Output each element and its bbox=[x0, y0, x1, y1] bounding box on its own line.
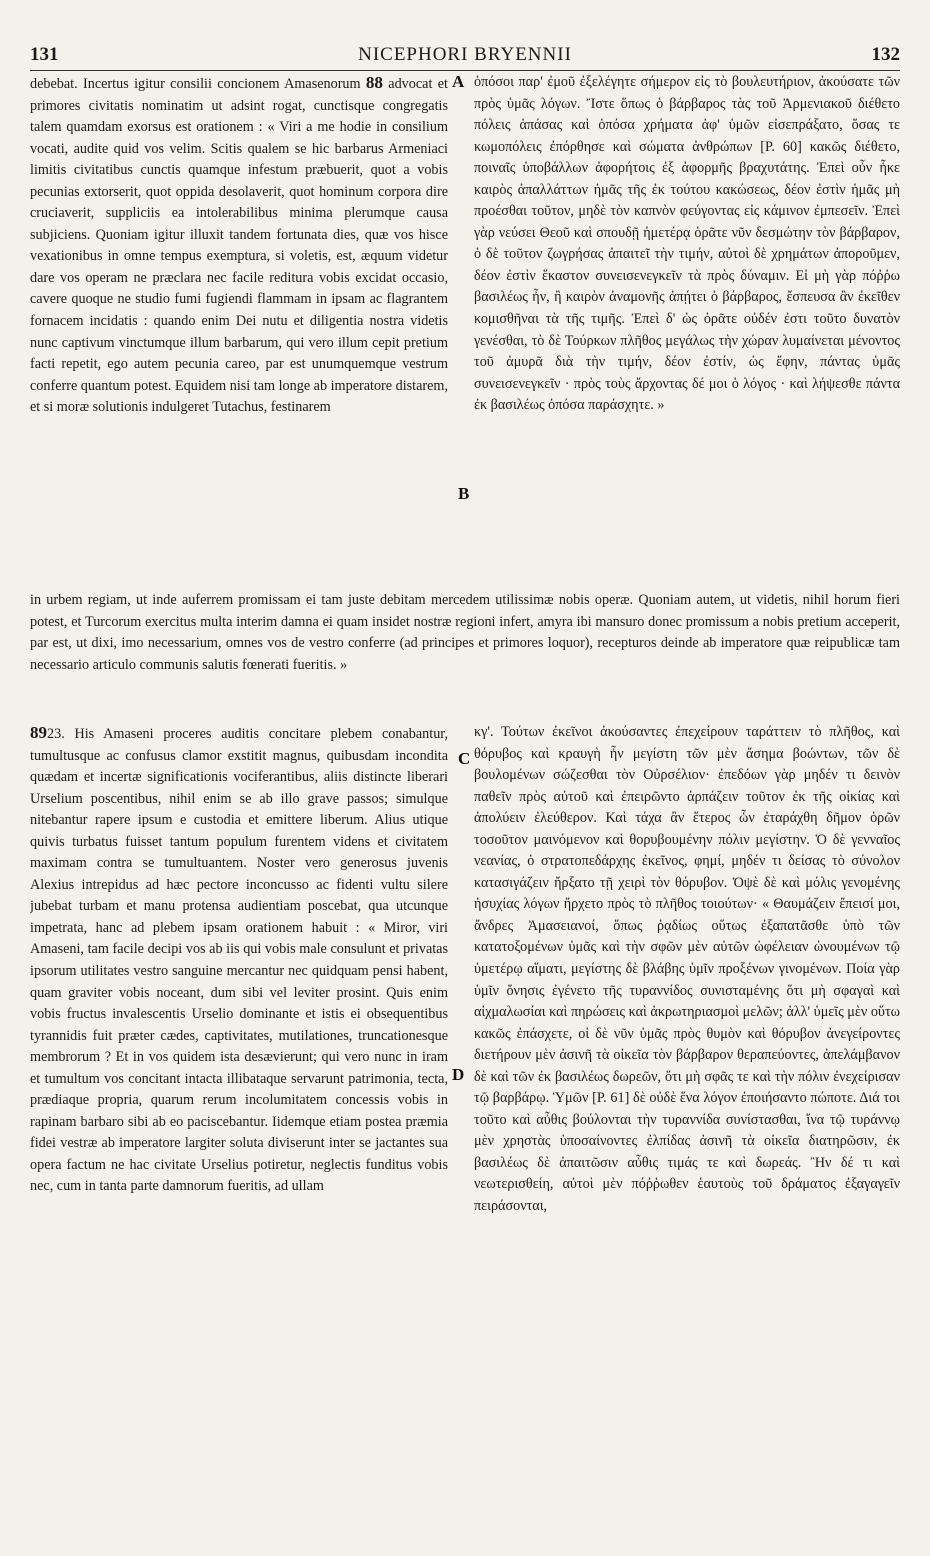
latin-paragraph-bridge: in urbem regiam, ut inde auferrem promissam ei tam juste debitam mercedem utilissimæ nobis operæ. Quoniam autem, ut videtis, nihil horum fieri potest, et Turcorum exercitus multa interim damna ei quam insidet nostræ regioni infert, amyra ibi mansuro donec promissum a nobis pretium acceperit, par est, ut dixi, imo necessarium, omnes vos de vestro conferre (ad principes et primores loquor), recepturos deinde ab imperatore quæ reipublicæ tam necessario articulo communis salutis fœnerati fueritis. » bbox=[30, 592, 900, 673]
section-marker-a: A bbox=[452, 72, 465, 91]
greek-column-upper bbox=[474, 72, 900, 588]
section-marker-c: C bbox=[458, 749, 471, 768]
marginal-number: 89 bbox=[30, 723, 47, 742]
section-marker-d: D bbox=[452, 1065, 465, 1084]
latin-paragraph bbox=[30, 72, 448, 419]
page-number-left: 131 bbox=[30, 44, 59, 65]
latin-text-lead: debebat. Incertus igitur consilii concionem Amasenorum bbox=[30, 76, 366, 92]
latin-paragraph bbox=[30, 722, 448, 1198]
section-marker-b: B bbox=[458, 484, 470, 503]
latin-column-lower bbox=[30, 722, 448, 1502]
greek-paragraph: ὁπόσοι παρ' ἐμοῦ ἐξελέγητε σήμερον εἰς τὸ βουλευτήριον, ἀκούσατε τῶν πρὸς ὑμᾶς λόγων. Ἴστε ὅπως ὁ βάρβαρος τὰς τοῦ Ἀρμενιακοῦ διέθετο πόλεις ἁπάσας καὶ ὁπόσα χρήματα ἀφ' ὑμῶν εἰσεπράξατο, ὅσας τε κωμοπόλεις ἐπόρθησε καὶ σώματα ἀνθρώπων [P. 60] κακῶς διέθετο, ποιναῖς ὑποβάλλων ἀφορήτοις ἐξ ἀφορμῆς βραχυτάτης. Ἐπεὶ οὖν ἧκε καιρὸς ἀπαλλάττων ἡμᾶς τῆς ἐκ τούτου κακώσεως, δέον ἐστὶν ἡμᾶς μὴ προέσθαι τοῦτον, μηδὲ τὸν καπνὸν φεύγοντας εἰς κάμινον ἐμπεσεῖν. Ἐπεὶ γὰρ νεύσει Θεοῦ καὶ σπουδῇ ἡμετέρᾳ ὁρᾶτε νῦν δεσμώτην τὸν βάρβαρον, ὁ δὲ τοῦτον ζωγρήσας ἀπαιτεῖ τὴν τιμήν, αὐτοὶ δὲ χρημάτων ἀποροῦμεν, δέον ἐστὶν ἕκαστον συνεισενεγκεῖν τὰ πρὸς δύναμιν. Εἰ μὴ γὰρ πόῤῥω βασιλέως ἦν, ἢ καιρὸν ἀναμονῆς ἀπῄτει ὁ βάρβαρος, ἔσπευσα ἂν ἐκεῖθεν κομισθῆναι τὰ τῆς τιμῆς. Ἐπεὶ δ' ὡς ὁρᾶτε οὐδέν ἐστι τοῦτο δυνατὸν γενέσθαι, τὸ δὲ Τούρκων πλῆθος μεγάλως τὴν χώραν λυμαίνεται μένοντος τοῦ ἀμυρᾶ διὰ τὴν τιμήν, δέον ἐστίν, ὡς ἔφην, πάντας ὑμᾶς συνεισενεγκεῖν · πρὸς τοὺς ἄρχοντας δέ μοι ὁ λόγος · καὶ λήψεσθε πάντα ἐκ βασιλέως ὁπόσα παράσχητε. » bbox=[474, 74, 900, 414]
running-title: NICEPHORI BRYENNII bbox=[358, 44, 572, 65]
greek-column-lower bbox=[474, 722, 900, 1502]
latin-full-width-text bbox=[30, 590, 900, 720]
greek-paragraph: κγ'. Τούτων ἐκεῖνοι ἀκούσαντες ἐπεχείρουν ταράττειν τὸ πλῆθος, καὶ θόρυβος καὶ κραυγὴ ἦν μεγίστη τῶν μὲν ἄσημα βοώντων, τῶν δὲ βουλομένων σώζεσθαι τὸν Οὐρσέλιον· ἐπεδόων γὰρ μηδέν τι δεινὸν παθεῖν πρὸς αὐτοῦ καὶ ἐπειρῶντο ἁρπάζειν τοῦτον ἐκ τῆς οἰκίας καὶ ἀπολύειν ἐλεύθερον. Καὶ τάχα ἂν ἕτερος ὧν ἐταράχθη δῆμον ὁρῶν τοσοῦτον μαινόμενον καὶ θορυβουμένην πόλιν μεγίστην. Ὁ δὲ γενναῖος νεανίας, ὁ στρατοπεδάρχης ἐκεῖνος, φημί, μηδέν τι δείσας τὸ σύνολον κατασιγάζειν ἤρξατο τῇ χειρὶ τὸν θόρυβον. Ὀψὲ δὲ καὶ μόλις γενομένης ἡσυχίας λόγων ἤρχετο πρὸς τὸ πλῆθος τοιούτων· « Θαυμάζειν ἔπεισί μοι, ἄνδρες Ἀμασειανοί, ὅπως ῥᾳδίως οὕτως ἐξαπατᾶσθε ὑπὸ τῶν κατατοξομένων ὑμᾶς καὶ τὴν σφῶν μὲν αὐτῶν ὠφέλειαν ὠνουμένων τῷ ὑμετέρῳ αἵματι, μεγίστης δὲ βλάβης ὑμῖν προξένων γινομένων. Ποία γὰρ ὑμῖν ὄνησις ἐγένετο τῆς τυραννίδος συνισταμένης ὅτι μὴ σφαγαὶ καὶ αἰχμαλωσίαι καὶ πηρώσεις καὶ ἀκρωτηριασμοὶ μελῶν; ἀλλ' ὑμεῖς μὲν οὕτω κακῶς ἐπάσχετε, οἱ δὲ νῦν ὑμᾶς πρὸς θυμὸν καὶ θόρυβον ἀνεγείροντες διετήρουν μὲν ἀσινῆ τὰ οἰκεῖα τὸν βάρβαρον θεραπεύοντες, ἀπελάμβανον δὲ καὶ τῶν ἐκ βασιλέως δωρεῶν, ὅτι μὴ σφᾶς τε καὶ τὴν πόλιν ἐνεχείρισαν τῷ βαρβάρῳ. Ὑμῶν [P. 61] δὲ οὐδὲ ἕνα λόγον ἐποιήσαντο πώποτε. Διά τοι τοῦτο καὶ αὖθις βούλονται τὴν τυραννίδα συνίστασθαι, ἵνα τῷ τυράννῳ μὲν χρηστὰς ὑποσαίνοντες ἐλπίδας ἀσινῆ τὰ οἰκεῖα διατηρῶσιν, ἐκ βασιλέως δὲ ἀπαιτῶσιν αὖθις τιμάς τε καὶ δωρεάς. Ἢν δέ τι καὶ νεωτερισθείη, αὐτοὶ μὲν πόῤῥωθεν ἑαυτοὺς τοῦ δράματος ἐξαγαγεῖν πειράσονται, bbox=[474, 724, 900, 1215]
page-number-right: 132 bbox=[871, 44, 900, 65]
latin-text: 23. His Amaseni proceres auditis concitare plebem conabantur, tumultusque ac confusus clamor exstitit magnus, quibusdam inconditа quædam et incertæ significationis vociferantibus, aliis distincte liberari Urselium poscentibus, nihil enim se ab illo grave passos; simulque nitebantur rapere ipsum e custodia et emittere liberum. Alius utique quivis turbatus fuisset tantum populum furentem videns et civitatem maximam contra se tumultuantem. Noster vero generosus juvenis Alexius intrepidus ad hæc pectore inconcusso ac fidenti vultu silere jubebat turbam et manu protensa audientiam poscebat, qua utcunque impetrata, hanc ad plebem ipsam orationem habuit : « Miror, viri Amaseni, tam facile decipi vos ab iis qui vobis male consulunt et privatas ipsorum utilitates vestro sanguine mercantur nec quidquam pensi habent, quam graviter vobis noceant, dum sibi vel leviter prosint. Quis enim vobis fructus invalescentis Urselio dominante et istis ei obsequentibus tyrannidis fuit præter cædes, captivitates, mutilationes, truncationesque membrorum ? Et in vos quidem ista desævierunt; qui vero nunc in iram et tumultum vos concitant intacta illibataque servarunt patrimonia, tecta, prædiaque propria, quarum rerum incolumitatem concessis vobis in rapinam barbaro sibi ab eo paciscebantur. Iidemque etiam postea præmia fidei vestræ ab imperatore largiter soluta diviserunt inter se jactantes sua opera factum ne hac civitate Urselius potiretur, neglectis funditus vobis nec, cum in tanta parte damnorum fueritis, ad ullam bbox=[30, 726, 448, 1195]
running-header bbox=[30, 44, 900, 71]
latin-text: advocat et primores civitatis nominatim ut adsint rogat, cunctisque congregatis talem quamdam exorsus est orationem : « Viri a me hodie in consilium vocati, audite quid vos velim. Scitis qualem se hic barbarus Armeniaci limitis civitatibus cunctis quamque infestum præbuerit, quot a vobis pecunias extorserit, quot oppida desolaverit, quot hominum corpora dire cruciaverit, suppliciis ea intolerabilibus minima plerumque causa subjiciens. Quoniam igitur illuxit tandem fortunata dies, quæ vos hisce vexationibus in omne tempus exemptura, si voletis, est, æquum videtur dare vos operam ne præclara nec facile reditura vobis excidat occasio, cavere quoque ne studio fumi fugiendi flammam in ipsam ac flagrantem fornacem incidatis : quando enim Dei nutu et diligentia nostra videtis nunc captivum vinctumque illum barbarum, qui vero illum cepit pretium facti repetit, ego autem pecunia careo, par est unumquemque vestrum conferre quantum potest. Equidem nisi tam longe ab imperatore distarem, et si moræ solutionis indulgeret Tutachus, festinarem bbox=[30, 76, 448, 416]
marginal-number: 88 bbox=[365, 73, 383, 92]
